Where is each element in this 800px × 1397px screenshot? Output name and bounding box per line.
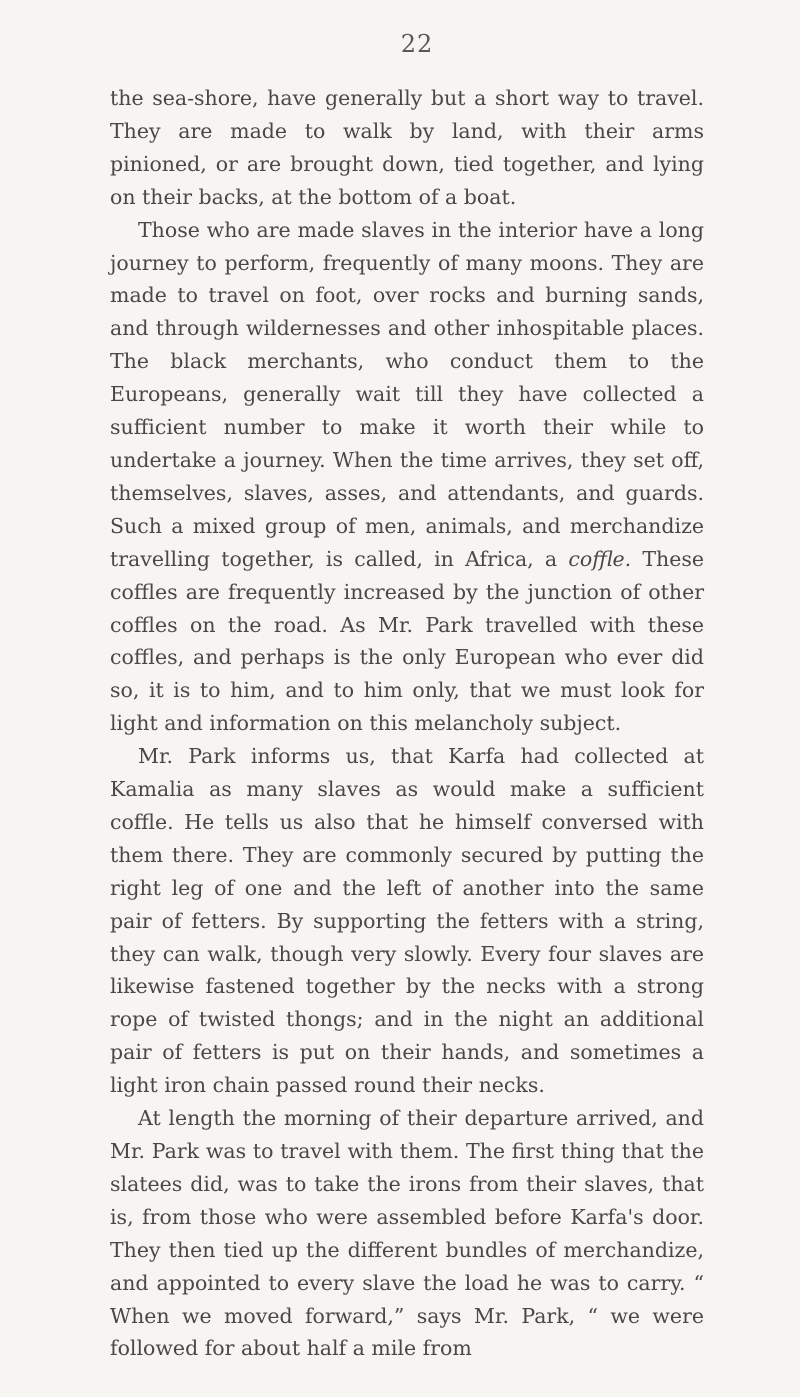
page-number: 22 (400, 30, 434, 58)
paragraph-2-text-after: These coffles are frequently increased by the junction of other coffles on the road. As Mr. Park travelled with these coffles, and perhaps is the only European who ever did so, it is to him, and to him only, that we must look for light and information on this melancholy subject. (110, 546, 704, 736)
paragraph-3: Mr. Park informs us, that Karfa had collected at Kamalia as many slaves as would make a sufficient coffle. He tells us also that he himself conversed with them there. They are commonly secured by putting the right leg of one and the left of another into the same pair of fetters. By supporting the fetters with a string, they can walk, though very slowly. Every four slaves are likewise fastened together by the necks with a strong rope of twisted thongs; and in the night an additional pair of fetters is put on their hands, and sometimes a light iron chain passed round their necks. (110, 744, 704, 1098)
paragraph-1: the sea-shore, have generally but a short way to travel. They are made to walk by land, with their arms pinioned, or are brought down, tied together, and lying on their backs, at the bottom of a boat. (110, 86, 704, 209)
paragraph-4: At length the morning of their departure arrived, and Mr. Park was to travel with them. The first thing that the slatees did, was to take the irons from their slaves, that is, from those who were assembled before Karfa's door. They then tied up the different bundles of merchandize, and appointed to every slave the load he was to carry. “ When we moved forward,” says Mr. Park, “ we were followed for about half a mile from (110, 1106, 704, 1361)
paragraph-2 (110, 214, 704, 741)
paragraph-2-text-before: Those who are made slaves in the interior have a long journey to perform, frequently of many moons. They are made to travel on foot, over rocks and burning sands, and through wildernesses and other inhospitable places. The black merchants, who conduct them to the Europeans, generally wait till they have collected a sufficient number to make it worth their while to undertake a journey. When the time arrives, they set off, themselves, slaves, asses, and attendants, and guards. Such a mixed group of men, animals, and merchandize travelling together, is called, in Africa, a (110, 217, 704, 571)
paragraph-2-emphasis-coffle: coffle. (568, 546, 632, 571)
